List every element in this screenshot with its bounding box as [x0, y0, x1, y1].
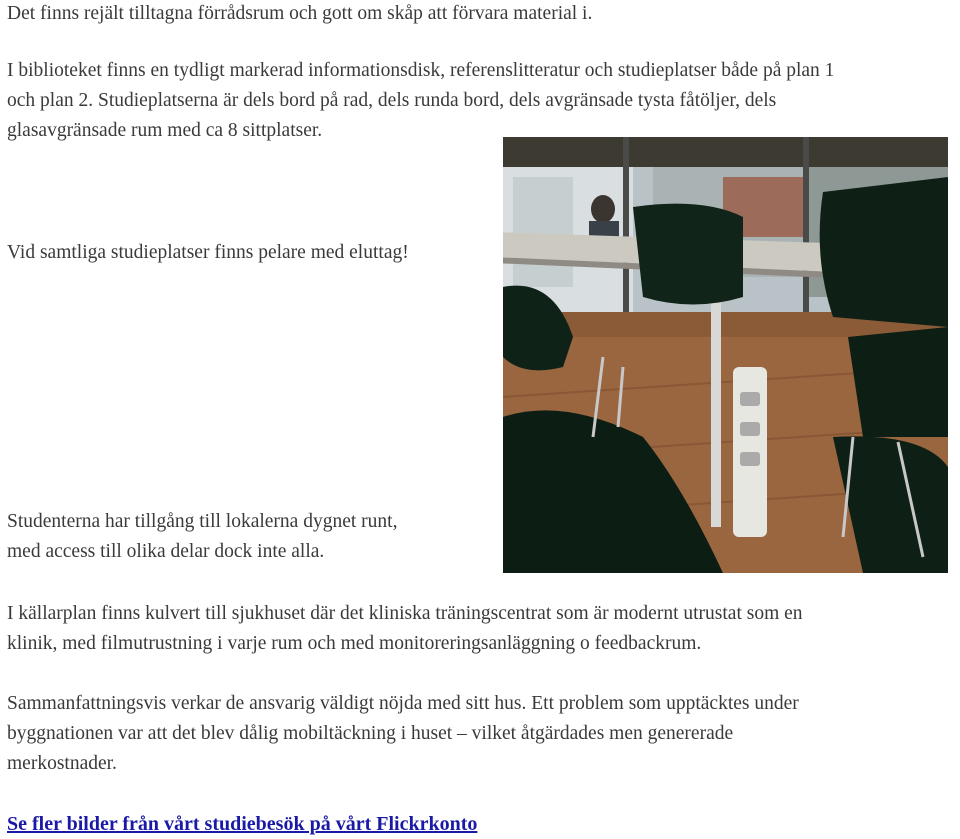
storage-paragraph: Det finns rejält tilltagna förrådsrum och gott om skåp att förvara material i. — [7, 3, 593, 24]
basement-paragraph-line-2: klinik, med filmutrustning i varje rum och med monitoreringsanläggning o feedbackrum. — [7, 633, 702, 654]
access-paragraph-line-1: Studenterna har tillgång till lokalerna dygnet runt, — [7, 511, 398, 532]
summary-paragraph-line-3: merkostnader. — [7, 753, 117, 774]
library-paragraph-line-1: I biblioteket finns en tydligt markerad informationsdisk, referenslitteratur och studieplatser både på plan 1 — [7, 60, 835, 81]
access-paragraph-line-2: med access till olika delar dock inte alla. — [7, 541, 325, 562]
library-paragraph-line-3: glasavgränsade rum med ca 8 sittplatser. — [7, 120, 323, 141]
study-area-photo — [503, 137, 948, 573]
outlets-paragraph: Vid samtliga studieplatser finns pelare med eluttag! — [7, 242, 409, 263]
flickr-link[interactable]: Se fler bilder från vårt studiebesök på vårt Flickrkonto — [7, 813, 478, 835]
summary-paragraph-line-1: Sammanfattningsvis verkar de ansvarig väldigt nöjda med sitt hus. Ett problem som upptäcktes under — [7, 693, 799, 714]
basement-paragraph-line-1: I källarplan finns kulvert till sjukhuset där det kliniska träningscentrat som är modernt utrustat som en — [7, 603, 803, 624]
summary-paragraph-line-2: byggnationen var att det blev dålig mobiltäckning i huset – vilket åtgärdades men genererade — [7, 723, 734, 744]
library-paragraph-line-2: och plan 2. Studieplatserna är dels bord på rad, dels runda bord, dels avgränsade tysta fåtöljer, dels — [7, 90, 777, 111]
